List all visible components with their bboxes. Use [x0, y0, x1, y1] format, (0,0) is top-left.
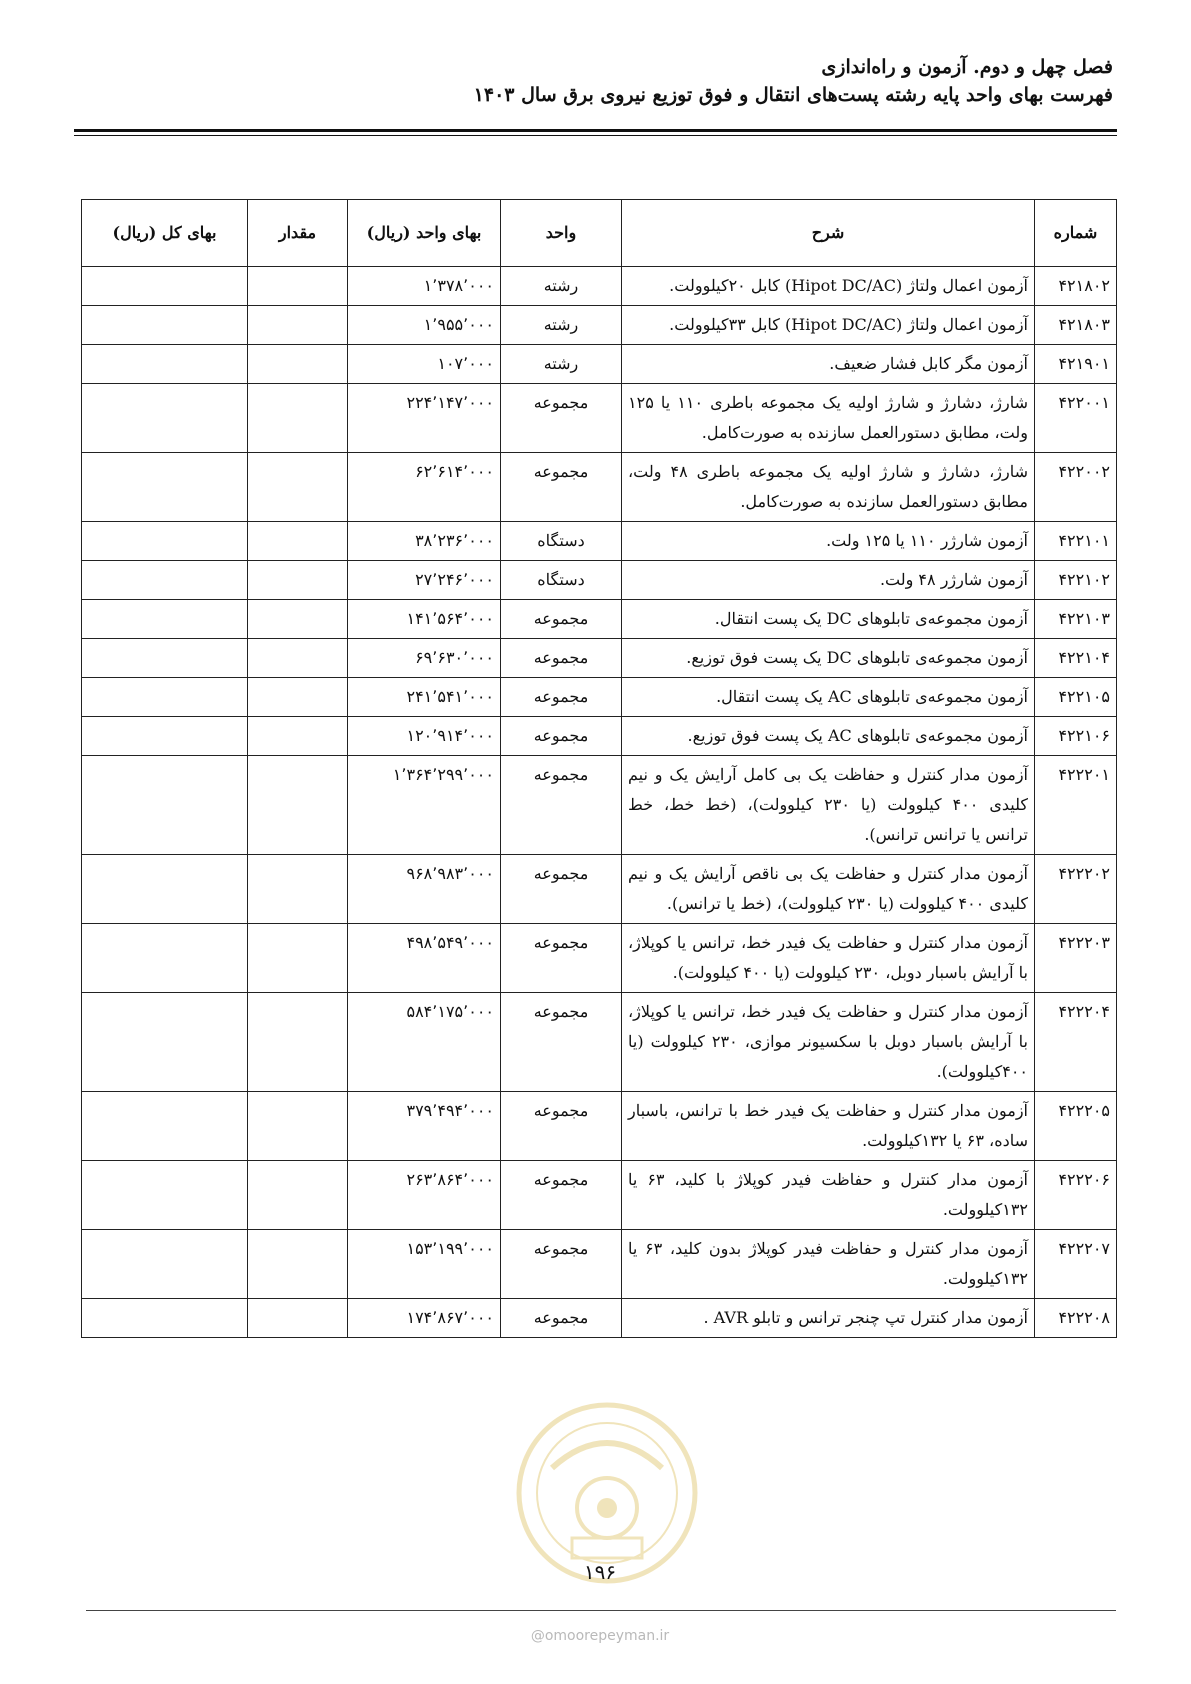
row-quantity: [248, 924, 348, 993]
row-total-price: [82, 384, 248, 453]
row-description: آزمون مجموعه‌ی تابلوهای DC یک پست انتقال.: [622, 600, 1035, 639]
row-quantity: [248, 639, 348, 678]
row-code: ۴۲۲۰۰۱: [1035, 384, 1117, 453]
row-unit-price: ۲۲۴٬۱۴۷٬۰۰۰: [348, 384, 501, 453]
row-total-price: [82, 924, 248, 993]
row-total-price: [82, 993, 248, 1092]
table-header-row: [82, 200, 1117, 267]
row-quantity: [248, 678, 348, 717]
row-total-price: [82, 639, 248, 678]
row-code: ۴۲۲۲۰۵: [1035, 1092, 1117, 1161]
row-unit-price: ۱۲۰٬۹۱۴٬۰۰۰: [348, 717, 501, 756]
row-description: آزمون مدار کنترل و حفاظت فیدر کوپلاژ بدون کلید، ۶۳ یا ۱۳۲کیلوولت.: [622, 1230, 1035, 1299]
row-quantity: [248, 522, 348, 561]
row-unit-price: ۱۷۴٬۸۶۷٬۰۰۰: [348, 1299, 501, 1338]
row-total-price: [82, 522, 248, 561]
row-unit: مجموعه: [501, 600, 622, 639]
row-total-price: [82, 756, 248, 855]
row-unit: مجموعه: [501, 855, 622, 924]
row-unit-price: ۶۲٬۶۱۴٬۰۰۰: [348, 453, 501, 522]
row-unit-price: ۳۷۹٬۴۹۴٬۰۰۰: [348, 1092, 501, 1161]
row-code: ۴۲۲۲۰۲: [1035, 855, 1117, 924]
row-total-price: [82, 1161, 248, 1230]
row-quantity: [248, 1299, 348, 1338]
row-description: آزمون مگر کابل فشار ضعیف.: [622, 345, 1035, 384]
table-row: [82, 678, 1117, 717]
header-unit-price: بهای واحد (ریال): [348, 200, 501, 267]
table-row: [82, 1161, 1117, 1230]
table-row: [82, 384, 1117, 453]
page-header: [83, 56, 1113, 106]
row-code: ۴۲۲۱۰۵: [1035, 678, 1117, 717]
table-row: [82, 756, 1117, 855]
row-code: ۴۲۲۱۰۴: [1035, 639, 1117, 678]
table-row: [82, 1299, 1117, 1338]
row-total-price: [82, 345, 248, 384]
table-row: [82, 561, 1117, 600]
table-row: [82, 1092, 1117, 1161]
row-total-price: [82, 561, 248, 600]
row-unit: مجموعه: [501, 453, 622, 522]
header-unit: واحد: [501, 200, 622, 267]
row-code: ۴۲۲۲۰۶: [1035, 1161, 1117, 1230]
page-number: ۱۹۶: [583, 1560, 617, 1584]
row-total-price: [82, 1299, 248, 1338]
row-total-price: [82, 855, 248, 924]
row-total-price: [82, 306, 248, 345]
row-unit: دستگاه: [501, 522, 622, 561]
row-code: ۴۲۲۲۰۳: [1035, 924, 1117, 993]
row-unit: مجموعه: [501, 993, 622, 1092]
row-quantity: [248, 1161, 348, 1230]
footer-rule: [86, 1610, 1116, 1611]
row-unit-price: ۹۶۸٬۹۸۳٬۰۰۰: [348, 855, 501, 924]
row-code: ۴۲۱۸۰۳: [1035, 306, 1117, 345]
row-unit: مجموعه: [501, 1161, 622, 1230]
row-code: ۴۲۱۸۰۲: [1035, 267, 1117, 306]
row-unit-price: ۲۴۱٬۵۴۱٬۰۰۰: [348, 678, 501, 717]
header-rule-thick: [74, 129, 1117, 132]
row-code: ۴۲۲۲۰۷: [1035, 1230, 1117, 1299]
row-unit-price: ۲۷٬۲۴۶٬۰۰۰: [348, 561, 501, 600]
table-row: [82, 855, 1117, 924]
row-unit: مجموعه: [501, 756, 622, 855]
row-quantity: [248, 267, 348, 306]
row-unit: رشته: [501, 345, 622, 384]
row-description: آزمون شارژر ۱۱۰ یا ۱۲۵ ولت.: [622, 522, 1035, 561]
row-total-price: [82, 453, 248, 522]
row-description: آزمون مدار کنترل و حفاظت یک فیدر خط با ترانس، باسبار ساده، ۶۳ یا ۱۳۲کیلوولت.: [622, 1092, 1035, 1161]
row-unit: مجموعه: [501, 1230, 622, 1299]
row-description: آزمون اعمال ولتاژ (Hipot DC/AC) کابل ۳۳کیلوولت.: [622, 306, 1035, 345]
row-unit: رشته: [501, 267, 622, 306]
row-description: آزمون مجموعه‌ی تابلوهای AC یک پست فوق توزیع.: [622, 717, 1035, 756]
row-unit-price: ۱٬۳۶۴٬۲۹۹٬۰۰۰: [348, 756, 501, 855]
table-row: [82, 522, 1117, 561]
chapter-title: فصل چهل و دوم. آزمون و راه‌اندازی: [821, 56, 1113, 78]
row-description: آزمون مدار کنترل و حفاظت فیدر کوپلاژ با کلید، ۶۳ یا ۱۳۲کیلوولت.: [622, 1161, 1035, 1230]
table-row: [82, 639, 1117, 678]
table-body: [82, 267, 1117, 1338]
row-quantity: [248, 345, 348, 384]
price-list-table: [81, 199, 1117, 1338]
table-row: [82, 717, 1117, 756]
row-unit-price: ۱۰۷٬۰۰۰: [348, 345, 501, 384]
header-description: شرح: [622, 200, 1035, 267]
table-row: [82, 1230, 1117, 1299]
row-unit: مجموعه: [501, 1092, 622, 1161]
row-description: آزمون مدار کنترل تپ چنجر ترانس و تابلو AVR .: [622, 1299, 1035, 1338]
row-unit-price: ۱٬۳۷۸٬۰۰۰: [348, 267, 501, 306]
row-total-price: [82, 1092, 248, 1161]
row-total-price: [82, 717, 248, 756]
document-title: فهرست بهای واحد پایه رشته پست‌های انتقال و فوق توزیع نیروی برق سال ۱۴۰۳: [473, 84, 1113, 106]
row-quantity: [248, 561, 348, 600]
row-unit-price: ۳۸٬۲۳۶٬۰۰۰: [348, 522, 501, 561]
table-row: [82, 345, 1117, 384]
row-quantity: [248, 384, 348, 453]
row-unit-price: ۱۵۳٬۱۹۹٬۰۰۰: [348, 1230, 501, 1299]
row-unit: مجموعه: [501, 678, 622, 717]
row-unit-price: ۴۹۸٬۵۴۹٬۰۰۰: [348, 924, 501, 993]
row-quantity: [248, 756, 348, 855]
table-row: [82, 453, 1117, 522]
row-total-price: [82, 267, 248, 306]
row-description: آزمون مدار کنترل و حفاظت یک بی ناقص آرایش یک و نیم کلیدی ۴۰۰ کیلوولت (یا ۲۳۰ کیلوولت)، (خط یا ترانس).: [622, 855, 1035, 924]
header-code: شماره: [1035, 200, 1117, 267]
row-description: آزمون مجموعه‌ی تابلوهای DC یک پست فوق توزیع.: [622, 639, 1035, 678]
row-unit: مجموعه: [501, 639, 622, 678]
row-description: آزمون مدار کنترل و حفاظت یک بی کامل آرایش یک و نیم کلیدی ۴۰۰ کیلوولت (یا ۲۳۰ کیلوولت)، (خط خط، خط ترانس یا ترانس ترانس).: [622, 756, 1035, 855]
row-unit-price: ۵۸۴٬۱۷۵٬۰۰۰: [348, 993, 501, 1092]
table-row: [82, 600, 1117, 639]
row-description: شارژ، دشارژ و شارژ اولیه یک مجموعه باطری ۴۸ ولت، مطابق دستورالعمل سازنده به صورت‌کامل.: [622, 453, 1035, 522]
row-unit-price: ۲۶۳٬۸۶۴٬۰۰۰: [348, 1161, 501, 1230]
row-quantity: [248, 717, 348, 756]
table-row: [82, 993, 1117, 1092]
row-description: شارژ، دشارژ و شارژ اولیه یک مجموعه باطری ۱۱۰ یا ۱۲۵ ولت، مطابق دستورالعمل سازنده به صورت‌کامل.: [622, 384, 1035, 453]
row-unit: رشته: [501, 306, 622, 345]
row-code: ۴۲۲۱۰۳: [1035, 600, 1117, 639]
row-unit: مجموعه: [501, 924, 622, 993]
row-description: آزمون مجموعه‌ی تابلوهای AC یک پست انتقال.: [622, 678, 1035, 717]
table-row: [82, 306, 1117, 345]
row-total-price: [82, 1230, 248, 1299]
row-quantity: [248, 306, 348, 345]
table-row: [82, 924, 1117, 993]
row-quantity: [248, 453, 348, 522]
row-code: ۴۲۲۱۰۱: [1035, 522, 1117, 561]
row-code: ۴۲۲۱۰۲: [1035, 561, 1117, 600]
row-code: ۴۲۲۲۰۸: [1035, 1299, 1117, 1338]
header-quantity: مقدار: [248, 200, 348, 267]
row-unit: مجموعه: [501, 384, 622, 453]
row-unit: مجموعه: [501, 717, 622, 756]
row-code: ۴۲۲۲۰۱: [1035, 756, 1117, 855]
row-unit: مجموعه: [501, 1299, 622, 1338]
row-unit-price: ۱۴۱٬۵۶۴٬۰۰۰: [348, 600, 501, 639]
row-description: آزمون مدار کنترل و حفاظت یک فیدر خط، ترانس یا کوپلاژ، با آرایش باسبار دوبل با سکسیونر موازی، ۲۳۰ کیلوولت (یا ۴۰۰کیلوولت).: [622, 993, 1035, 1092]
watermark-url: @omoorepeyman.ir: [530, 1628, 670, 1644]
row-quantity: [248, 600, 348, 639]
row-quantity: [248, 993, 348, 1092]
row-quantity: [248, 1092, 348, 1161]
row-description: آزمون اعمال ولتاژ (Hipot DC/AC) کابل ۲۰کیلوولت.: [622, 267, 1035, 306]
row-code: ۴۲۲۱۰۶: [1035, 717, 1117, 756]
row-description: آزمون مدار کنترل و حفاظت یک فیدر خط، ترانس یا کوپلاژ، با آرایش باسبار دوبل، ۲۳۰ کیلوولت (یا ۴۰۰ کیلوولت).: [622, 924, 1035, 993]
row-total-price: [82, 678, 248, 717]
row-quantity: [248, 1230, 348, 1299]
row-unit: دستگاه: [501, 561, 622, 600]
row-code: ۴۲۲۲۰۴: [1035, 993, 1117, 1092]
row-unit-price: ۶۹٬۶۳۰٬۰۰۰: [348, 639, 501, 678]
row-code: ۴۲۲۰۰۲: [1035, 453, 1117, 522]
row-total-price: [82, 600, 248, 639]
table-row: [82, 267, 1117, 306]
header-total-price: بهای کل (ریال): [82, 200, 248, 267]
header-rule-thin: [74, 135, 1117, 136]
row-code: ۴۲۱۹۰۱: [1035, 345, 1117, 384]
row-description: آزمون شارژر ۴۸ ولت.: [622, 561, 1035, 600]
row-unit-price: ۱٬۹۵۵٬۰۰۰: [348, 306, 501, 345]
row-quantity: [248, 855, 348, 924]
